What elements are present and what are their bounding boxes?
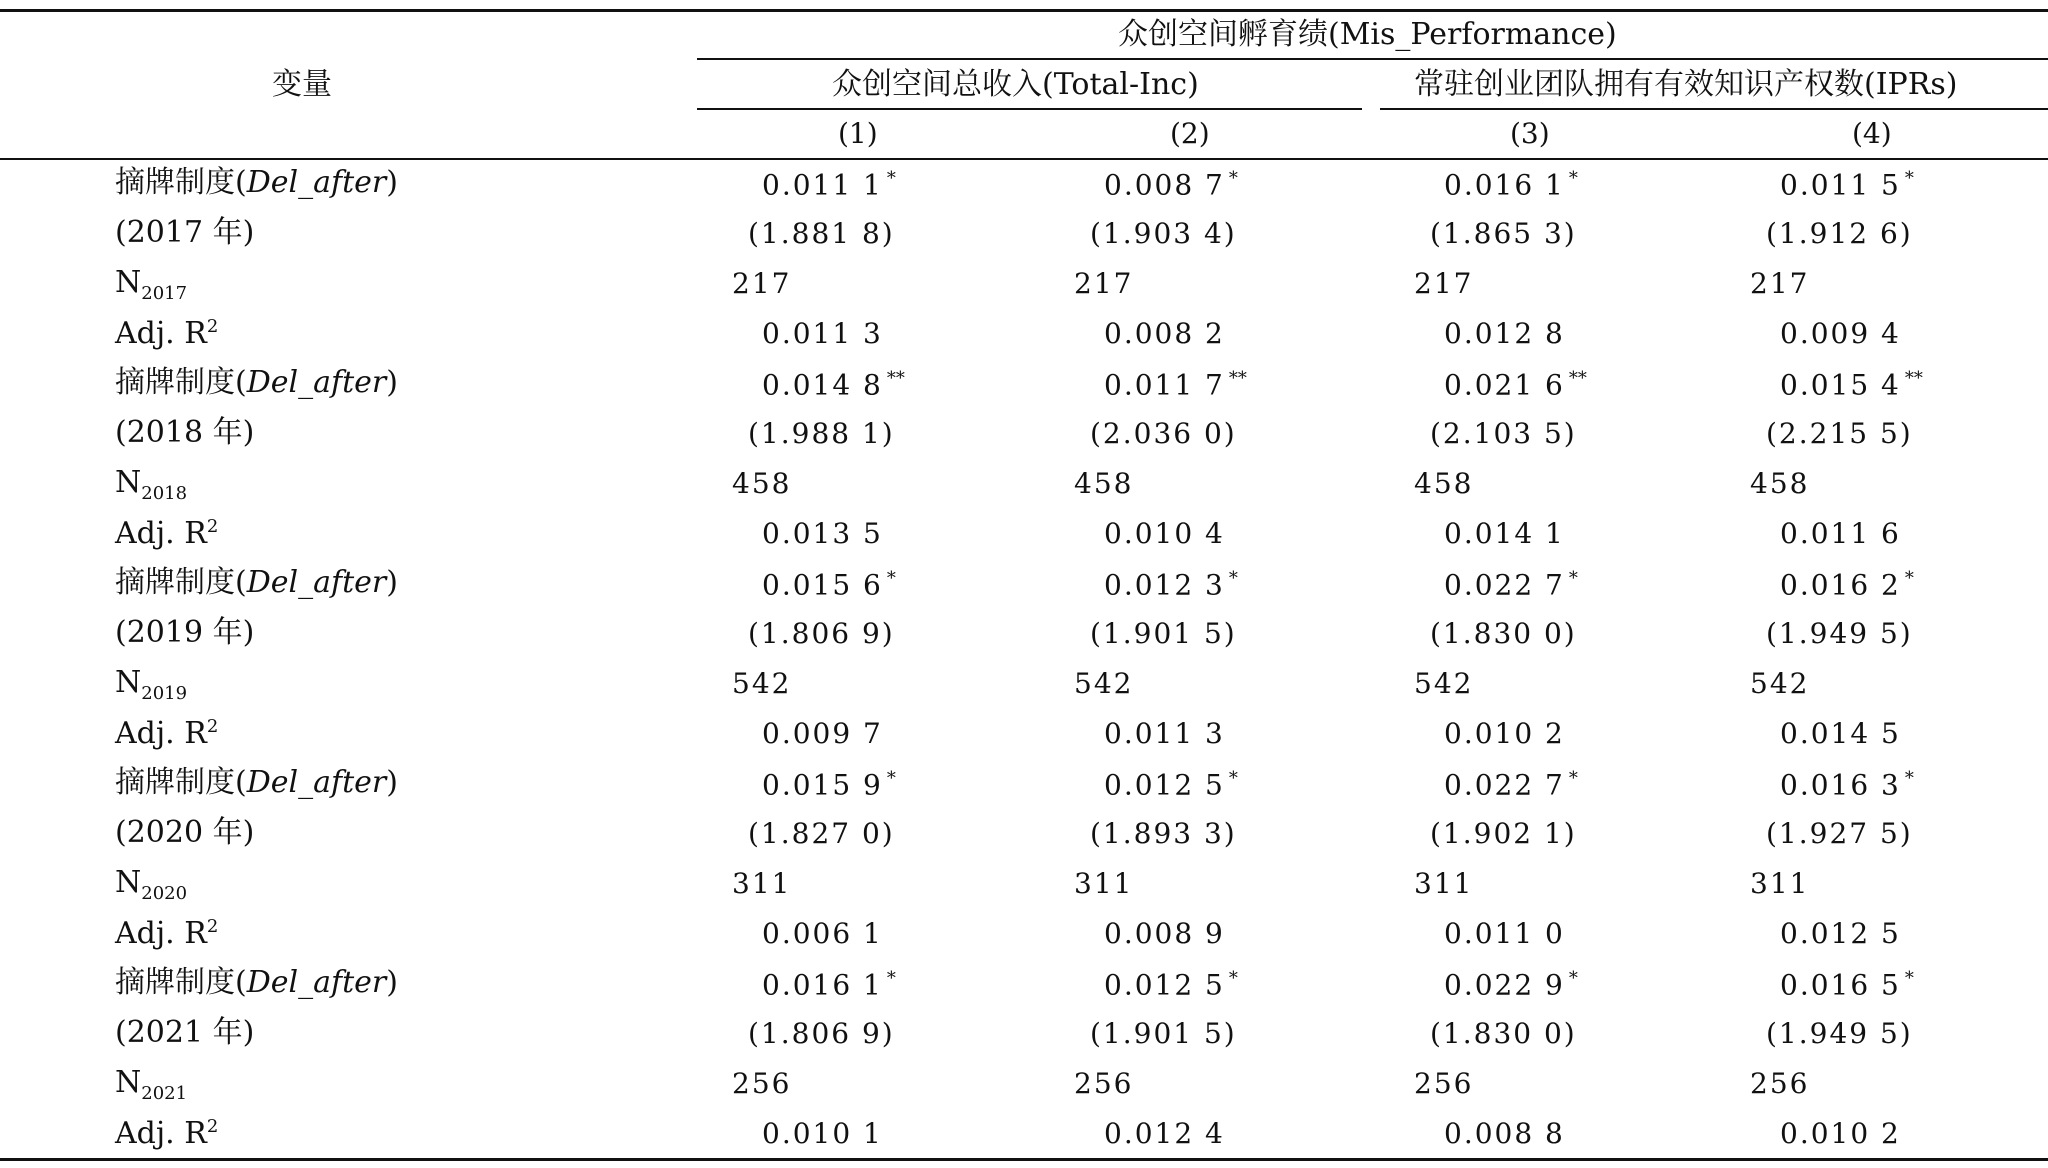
significance-stars: **	[886, 368, 905, 389]
adj-r2-cell: 0.011 0	[1444, 917, 1565, 950]
top-rule	[0, 9, 2048, 12]
coef-cell	[762, 368, 905, 402]
coef-value: 0.021 6	[1444, 368, 1565, 402]
coef-label-variable: Del_after	[246, 965, 387, 1000]
n-label-base: N	[115, 465, 142, 500]
coef-label-prefix: 摘牌制度(	[115, 565, 247, 600]
adj-r2-cell: 0.012 4	[1104, 1117, 1225, 1150]
n-cell: 458	[732, 467, 792, 500]
adj-r2-cell: 0.009 7	[762, 717, 883, 750]
coef-cell	[1444, 568, 1578, 602]
significance-stars: *	[1568, 768, 1578, 789]
adj-r2-cell: 0.008 2	[1104, 317, 1225, 350]
t-stat-cell: (1.865 3)	[1430, 217, 1577, 250]
significance-stars: *	[886, 768, 896, 789]
coef-cell	[1780, 968, 1914, 1002]
coef-value: 0.016 1	[762, 968, 883, 1002]
adj-r2-label-superscript: 2	[206, 916, 219, 937]
adj-r2-row-label	[115, 918, 218, 949]
adj-r2-row-label	[115, 318, 218, 349]
coef-value: 0.016 1	[1444, 168, 1565, 202]
coef-cell	[762, 968, 896, 1002]
coef-value: 0.016 5	[1780, 968, 1901, 1002]
adj-r2-cell: 0.010 1	[762, 1117, 883, 1150]
coef-value: 0.022 9	[1444, 968, 1565, 1002]
coef-row-label	[115, 765, 398, 800]
coef-label-variable: Del_after	[246, 165, 387, 200]
coef-cell	[1780, 168, 1914, 202]
n-row-label	[115, 465, 188, 504]
coef-cell	[1444, 768, 1578, 802]
coef-label-variable: Del_after	[246, 365, 387, 400]
year-row-label: (2021 年)	[115, 1015, 255, 1050]
n-cell: 311	[1074, 867, 1134, 900]
coef-value: 0.012 3	[1104, 568, 1225, 602]
adj-r2-cell: 0.012 8	[1444, 317, 1565, 350]
n-cell: 217	[1074, 267, 1134, 300]
n-cell: 311	[1414, 867, 1474, 900]
coef-value: 0.015 9	[762, 768, 883, 802]
n-cell: 542	[732, 667, 792, 700]
coef-label-variable: Del_after	[246, 765, 387, 800]
t-stat-cell: (1.806 9)	[748, 1017, 895, 1050]
column-number: (4)	[1852, 117, 1892, 150]
t-stat-cell: (1.912 6)	[1766, 217, 1913, 250]
adj-r2-cell: 0.008 9	[1104, 917, 1225, 950]
significance-stars: *	[1228, 768, 1238, 789]
coef-value: 0.015 6	[762, 568, 883, 602]
coef-label-suffix: )	[386, 365, 398, 400]
coef-label-suffix: )	[386, 165, 398, 200]
significance-stars: *	[1228, 568, 1238, 589]
coef-label-prefix: 摘牌制度(	[115, 765, 247, 800]
coef-row-label	[115, 565, 398, 600]
adj-r2-row-label	[115, 518, 218, 549]
t-stat-cell: (2.103 5)	[1430, 417, 1577, 450]
column-number: (1)	[838, 117, 878, 150]
n-cell: 217	[732, 267, 792, 300]
n-label-subscript: 2017	[141, 283, 188, 304]
adj-r2-cell: 0.014 1	[1444, 517, 1565, 550]
n-row-label	[115, 665, 188, 704]
coef-cell	[1780, 368, 1923, 402]
coef-label-suffix: )	[386, 965, 398, 1000]
adj-r2-label-base: Adj. R	[115, 516, 207, 551]
coef-label-variable: Del_after	[246, 565, 387, 600]
significance-stars: **	[1228, 368, 1247, 389]
t-stat-cell: (1.827 0)	[748, 817, 895, 850]
n-cell: 217	[1750, 267, 1810, 300]
coef-value: 0.008 7	[1104, 168, 1225, 202]
coef-row-label	[115, 365, 398, 400]
n-label-base: N	[115, 865, 142, 900]
stub-header: 变量	[272, 67, 332, 102]
significance-stars: *	[1904, 568, 1914, 589]
significance-stars: *	[1568, 968, 1578, 989]
coef-value: 0.015 4	[1780, 368, 1901, 402]
n-cell: 256	[1414, 1067, 1474, 1100]
subgroup-title-total-inc: 众创空间总收入(Total-Inc)	[832, 67, 1199, 102]
n-label-subscript: 2019	[141, 683, 188, 704]
adj-r2-label-superscript: 2	[206, 716, 219, 737]
significance-stars: *	[1904, 768, 1914, 789]
year-row-label: (2017 年)	[115, 215, 255, 250]
significance-stars: *	[1228, 968, 1238, 989]
coef-cell	[762, 168, 896, 202]
t-stat-cell: (1.830 0)	[1430, 617, 1577, 650]
t-stat-cell: (1.901 5)	[1090, 617, 1237, 650]
adj-r2-cell: 0.010 4	[1104, 517, 1225, 550]
adj-r2-row-label	[115, 1118, 218, 1149]
t-stat-cell: (1.901 5)	[1090, 1017, 1237, 1050]
coef-cell	[1104, 568, 1238, 602]
t-stat-cell: (1.949 5)	[1766, 617, 1913, 650]
coef-value: 0.014 8	[762, 368, 883, 402]
adj-r2-label-superscript: 2	[206, 316, 219, 337]
coef-cell	[1444, 368, 1587, 402]
coef-cell	[1104, 768, 1238, 802]
n-row-label	[115, 265, 188, 304]
adj-r2-cell: 0.011 3	[762, 317, 883, 350]
n-row-label	[115, 1065, 188, 1104]
t-stat-cell: (1.949 5)	[1766, 1017, 1913, 1050]
adj-r2-label-base: Adj. R	[115, 1116, 207, 1151]
coef-value: 0.022 7	[1444, 768, 1565, 802]
n-cell: 542	[1414, 667, 1474, 700]
n-cell: 256	[1750, 1067, 1810, 1100]
coef-cell	[762, 768, 896, 802]
adj-r2-label-base: Adj. R	[115, 316, 207, 351]
coef-label-suffix: )	[386, 765, 398, 800]
year-row-label: (2020 年)	[115, 815, 255, 850]
significance-stars: *	[1904, 968, 1914, 989]
adj-r2-cell: 0.009 4	[1780, 317, 1901, 350]
n-label-subscript: 2020	[141, 883, 188, 904]
column-number: (3)	[1510, 117, 1550, 150]
significance-stars: *	[886, 968, 896, 989]
subgroup-rule-right	[1380, 108, 2048, 110]
coef-value: 0.016 3	[1780, 768, 1901, 802]
coef-label-prefix: 摘牌制度(	[115, 365, 247, 400]
adj-r2-cell: 0.010 2	[1444, 717, 1565, 750]
coef-value: 0.012 5	[1104, 768, 1225, 802]
adj-r2-label-superscript: 2	[206, 516, 219, 537]
significance-stars: *	[1228, 168, 1238, 189]
coef-cell	[762, 568, 896, 602]
significance-stars: *	[886, 168, 896, 189]
adj-r2-cell: 0.013 5	[762, 517, 883, 550]
significance-stars: *	[1904, 168, 1914, 189]
t-stat-cell: (1.830 0)	[1430, 1017, 1577, 1050]
t-stat-cell: (1.881 8)	[748, 217, 895, 250]
n-cell: 542	[1750, 667, 1810, 700]
significance-stars: **	[1904, 368, 1923, 389]
n-row-label	[115, 865, 188, 904]
group-title-rule	[697, 58, 2048, 60]
adj-r2-label-base: Adj. R	[115, 716, 207, 751]
subgroup-rule-left	[697, 108, 1362, 110]
header-bottom-rule	[0, 158, 2048, 160]
significance-stars: *	[1568, 168, 1578, 189]
coef-cell	[1444, 968, 1578, 1002]
coef-cell	[1780, 568, 1914, 602]
n-cell: 458	[1074, 467, 1134, 500]
n-cell: 311	[1750, 867, 1810, 900]
adj-r2-cell: 0.012 5	[1780, 917, 1901, 950]
year-row-label: (2018 年)	[115, 415, 255, 450]
coef-cell	[1104, 368, 1247, 402]
coef-row-label	[115, 165, 398, 200]
n-cell: 256	[1074, 1067, 1134, 1100]
adj-r2-cell: 0.008 8	[1444, 1117, 1565, 1150]
adj-r2-label-base: Adj. R	[115, 916, 207, 951]
t-stat-cell: (1.806 9)	[748, 617, 895, 650]
n-cell: 458	[1414, 467, 1474, 500]
t-stat-cell: (1.903 4)	[1090, 217, 1237, 250]
coef-cell	[1444, 168, 1578, 202]
adj-r2-label-superscript: 2	[206, 1116, 219, 1137]
t-stat-cell: (1.902 1)	[1430, 817, 1577, 850]
adj-r2-cell: 0.010 2	[1780, 1117, 1901, 1150]
n-label-base: N	[115, 265, 142, 300]
n-label-subscript: 2021	[141, 1083, 188, 1104]
adj-r2-cell: 0.011 3	[1104, 717, 1225, 750]
n-label-base: N	[115, 1065, 142, 1100]
n-label-subscript: 2018	[141, 483, 188, 504]
subgroup-title-iprs: 常驻创业团队拥有有效知识产权数(IPRs)	[1414, 67, 1958, 102]
t-stat-cell: (1.893 3)	[1090, 817, 1237, 850]
t-stat-cell: (1.927 5)	[1766, 817, 1913, 850]
coef-label-prefix: 摘牌制度(	[115, 165, 247, 200]
adj-r2-cell: 0.011 6	[1780, 517, 1901, 550]
adj-r2-row-label	[115, 718, 218, 749]
coef-label-prefix: 摘牌制度(	[115, 965, 247, 1000]
significance-stars: *	[886, 568, 896, 589]
adj-r2-cell: 0.014 5	[1780, 717, 1901, 750]
bottom-rule	[0, 1158, 2048, 1161]
coef-value: 0.012 5	[1104, 968, 1225, 1002]
year-row-label: (2019 年)	[115, 615, 255, 650]
coef-value: 0.022 7	[1444, 568, 1565, 602]
coef-value: 0.016 2	[1780, 568, 1901, 602]
n-cell: 542	[1074, 667, 1134, 700]
n-cell: 217	[1414, 267, 1474, 300]
coef-cell	[1104, 168, 1238, 202]
group-title: 众创空间孵育绩(Mis_Performance)	[1118, 17, 1617, 52]
t-stat-cell: (2.215 5)	[1766, 417, 1913, 450]
column-number: (2)	[1170, 117, 1210, 150]
coef-value: 0.011 1	[762, 168, 883, 202]
coef-row-label	[115, 965, 398, 1000]
t-stat-cell: (2.036 0)	[1090, 417, 1237, 450]
adj-r2-cell: 0.006 1	[762, 917, 883, 950]
n-cell: 458	[1750, 467, 1810, 500]
coef-value: 0.011 5	[1780, 168, 1901, 202]
coef-label-suffix: )	[386, 565, 398, 600]
coef-value: 0.011 7	[1104, 368, 1225, 402]
coef-cell	[1780, 768, 1914, 802]
n-label-base: N	[115, 665, 142, 700]
significance-stars: **	[1568, 368, 1587, 389]
coef-cell	[1104, 968, 1238, 1002]
n-cell: 311	[732, 867, 792, 900]
significance-stars: *	[1568, 568, 1578, 589]
n-cell: 256	[732, 1067, 792, 1100]
t-stat-cell: (1.988 1)	[748, 417, 895, 450]
